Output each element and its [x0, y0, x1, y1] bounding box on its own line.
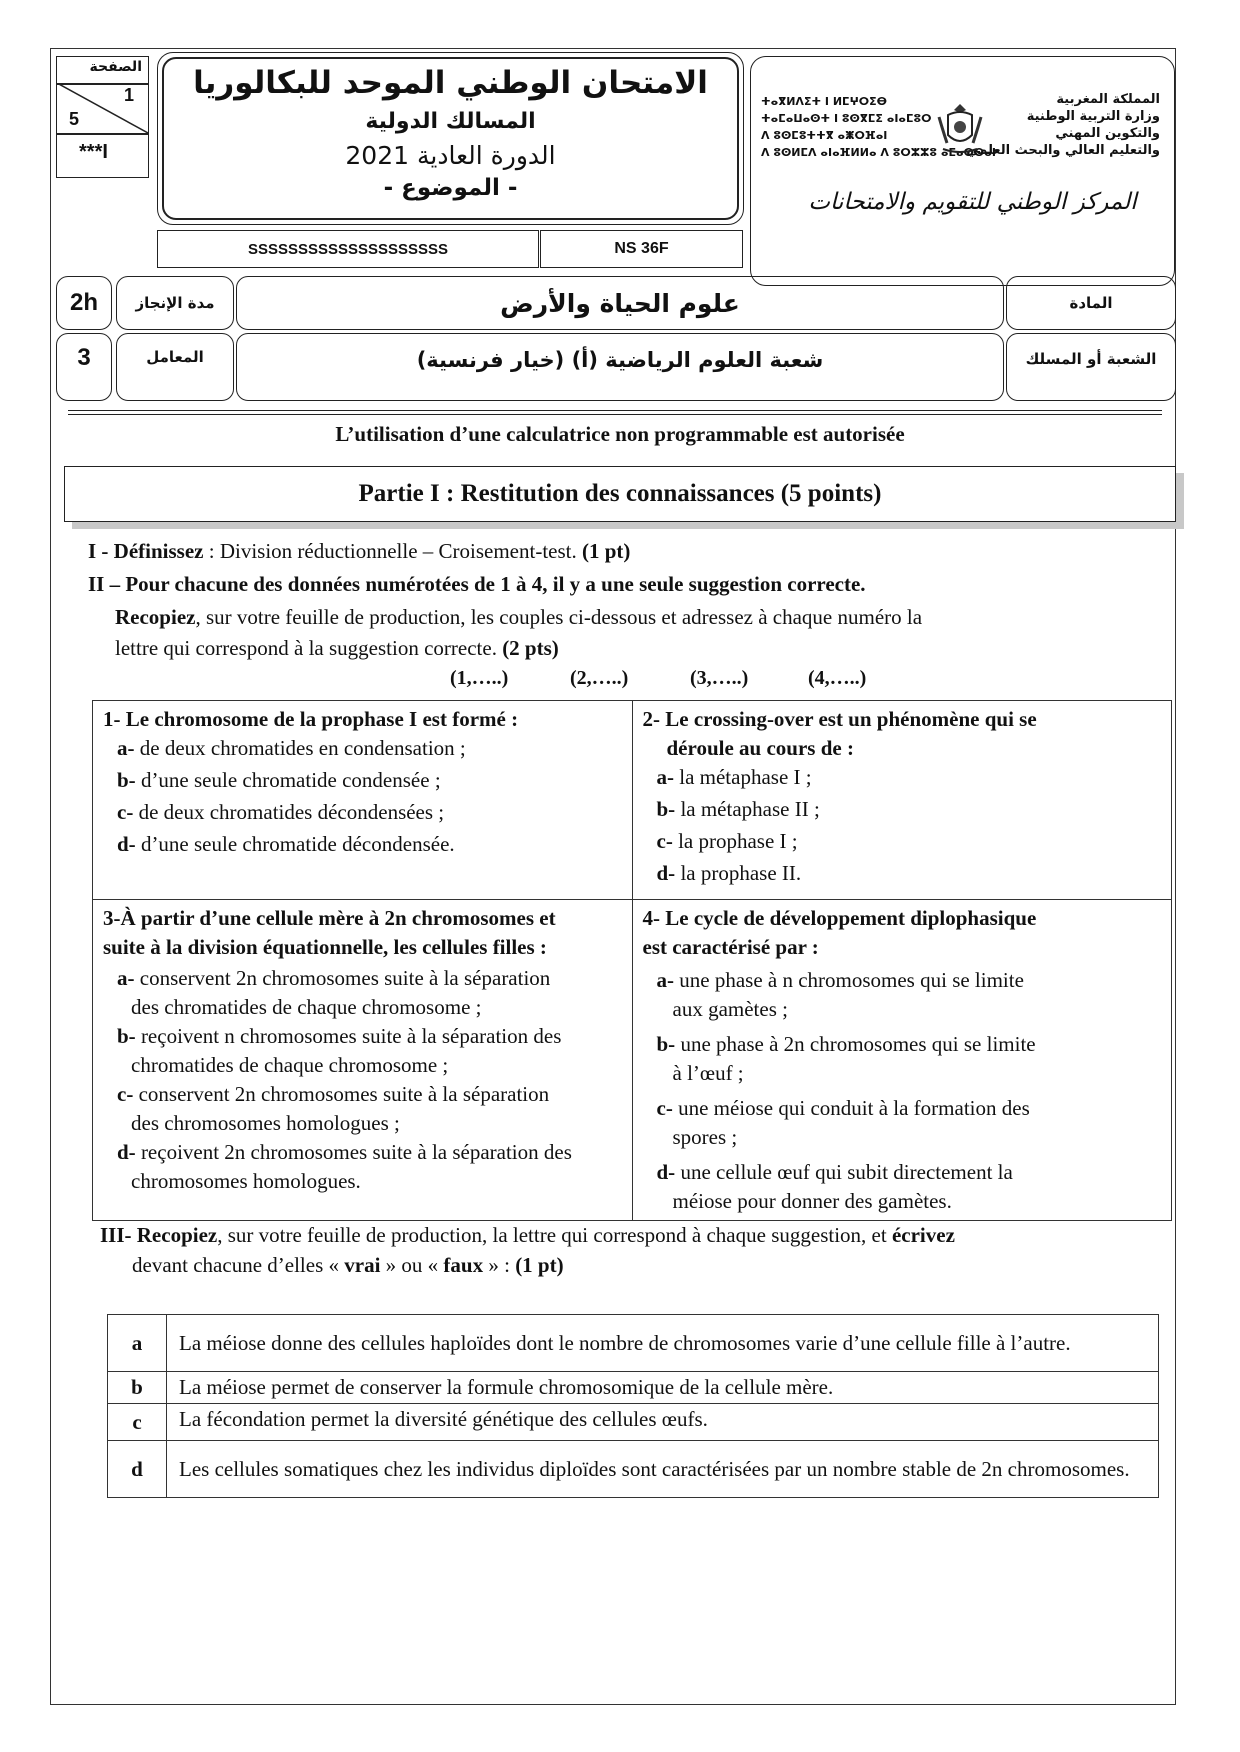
row-letter: a	[108, 1315, 167, 1372]
subject-value-box	[236, 276, 1004, 330]
coat-of-arms-emblem	[935, 101, 985, 157]
calculator-note: L’utilisation d’une calculatrice non programmable est autorisée	[335, 422, 905, 446]
subject-label: المادة	[1069, 294, 1113, 312]
instruction-line	[115, 633, 922, 664]
branch-label: الشعبة أو المسلك	[1025, 350, 1157, 368]
center-name: المركز الوطني للتقويم والامتحانات	[808, 189, 1137, 215]
instruction-line	[115, 602, 922, 633]
option: c- de deux chromatides décondensées ;	[117, 800, 445, 824]
mcq-cell-4	[632, 900, 1172, 1221]
mcq-stem: 3-À partir d’une cellule mère à 2n chromosomes et	[103, 906, 556, 930]
ministry-line: والتعليم العالي والبحث العلمي	[966, 143, 1160, 158]
row-letter: c	[108, 1404, 167, 1441]
code-s-box	[157, 230, 539, 268]
coef-label-box	[116, 333, 234, 401]
code-ns-box	[540, 230, 743, 268]
duration-label-box	[116, 276, 234, 330]
coef-label: المعامل	[146, 348, 204, 366]
exam-title-box	[162, 57, 739, 220]
tifinagh-line: ⴷ ⵓⵙⵍⵎⴷ ⴰⵏⴰⴼⵍⵍⴰ ⴷ ⵓⵔⵣⵣⵓ ⴰⵎⴰⵙⵙⴰⵏ	[761, 146, 996, 159]
tifinagh-line: ⴷ ⵓⵙⵎⵓⵜⵜⴳ ⴰⵥⵔⴼⴰⵏ	[761, 129, 888, 142]
code-s: SSSSSSSSSSSSSSSSSSSS	[247, 240, 449, 258]
page-total: 5	[69, 109, 80, 129]
couple: (3,…..)	[690, 667, 749, 689]
tifinagh-line: ⵜⴰⵎⴰⵡⴰⵙⵜ ⵏ ⵓⵙⴳⵎⵉ ⴰⵏⴰⵎⵓⵔ	[761, 112, 932, 125]
recopiez: Recopiez	[115, 605, 196, 629]
mcq-stem: déroule au cours de :	[666, 736, 854, 760]
page-label: الصفحة	[89, 59, 142, 75]
question-1-number: I - Définissez	[88, 539, 204, 563]
branch-value: شعبة العلوم الرياضية (أ) (خيار فرنسية)	[416, 348, 824, 372]
duration-value: 2h	[69, 289, 98, 316]
true-false-table	[107, 1314, 1159, 1498]
option: d- d’une seule chromatide décondensée.	[117, 832, 455, 856]
tifinagh-line: ⵜⴰⴳⵍⴷⵉⵜ ⵏ ⵍⵎⵖⵔⵉⴱ	[761, 95, 888, 108]
exam-title: الامتحان الوطني الموحد للبكالوريا	[193, 65, 708, 101]
subject-value: علوم الحياة والأرض	[500, 288, 740, 318]
couple: (4,…..)	[808, 667, 867, 689]
subject-label-box	[1006, 276, 1176, 330]
row-letter: b	[108, 1372, 167, 1404]
code-ns: NS 36F	[614, 240, 669, 257]
option: a- la métaphase I ;	[656, 765, 812, 789]
option: b- la métaphase II ;	[656, 797, 820, 821]
row-letter: d	[108, 1441, 167, 1498]
option: c- une méiose qui conduit à la formation des spores ;	[656, 1096, 1030, 1149]
question-1-points: (1 pt)	[582, 539, 631, 563]
table-row	[108, 1315, 1159, 1372]
question-3: III- Recopiez, sur votre feuille de production, la lettre qui correspond à chaque suggestion, et écrivez devant chacune d’elles « vrai » ou « faux » : (1 pt)	[100, 1223, 955, 1277]
question-1	[88, 536, 630, 566]
exam-subject-label: - الموضوع -	[383, 175, 518, 201]
mcq-stem: 4- Le cycle de développement diplophasique	[642, 906, 1037, 930]
mcq-stem: 1- Le chromosome de la prophase I est formé :	[103, 707, 519, 731]
option: d- reçoivent 2n chromosomes suite à la séparation des chromosomes homologues.	[117, 1140, 572, 1193]
branch-label-box	[1006, 333, 1176, 401]
question-2-heading: II – Pour chacune des données numérotées de 1 à 4, il y a une seule suggestion correcte.	[88, 572, 866, 596]
option: c- conservent 2n chromosomes suite à la séparation des chromosomes homologues ;	[117, 1082, 550, 1135]
option: a- conservent 2n chromosomes suite à la séparation des chromatides de chaque chromosome ;	[117, 966, 551, 1019]
option: d- la prophase II.	[656, 861, 802, 885]
coef-value-box	[56, 333, 112, 401]
option: a- une phase à n chromosomes qui se limite aux gamètes ;	[656, 968, 1024, 1021]
option: b- d’une seule chromatide condensée ;	[117, 768, 441, 792]
branch-value-box	[236, 333, 1004, 401]
option: b- reçoivent n chromosomes suite à la séparation des chromatides de chaque chromosome ;	[117, 1024, 562, 1077]
mcq-cell-2	[632, 701, 1172, 900]
stars-code: ***I	[79, 141, 108, 163]
question-1-text: : Division réductionnelle – Croisement-test.	[203, 539, 582, 563]
statement: La méiose donne des cellules haploïdes dont le nombre de chromosomes varie d’une cellule fille à l’autre.	[167, 1315, 1159, 1372]
instruction-text: lettre qui correspond à la suggestion correcte.	[115, 636, 503, 660]
ministry-line: المملكة المغربية	[1056, 92, 1160, 107]
mcq-cell-3	[93, 900, 633, 1221]
part-title-box	[64, 466, 1176, 522]
option: b- une phase à 2n chromosomes qui se limite à l’œuf ;	[656, 1032, 1036, 1085]
coef-value: 3	[77, 344, 91, 371]
header-rule	[68, 414, 1162, 415]
mcq-stem: suite à la division équationnelle, les cellules filles :	[103, 935, 547, 959]
couple: (1,…..)	[450, 667, 509, 689]
mcq-table	[92, 700, 1172, 1221]
ministry-line: والتكوين المهني	[1055, 126, 1160, 141]
instruction-text: , sur votre feuille de production, les couples ci-dessous et adressez à chaque numéro la	[195, 605, 923, 629]
statement: La méiose permet de conserver la formule chromosomique de la cellule mère.	[167, 1372, 1159, 1404]
question-2-points: (2 pts)	[502, 636, 559, 660]
part-title: Partie I : Restitution des connaissances (5 points)	[358, 480, 882, 507]
duration-label: مدة الإنجاز	[135, 294, 215, 312]
table-row	[93, 900, 1172, 1221]
table-row	[108, 1372, 1159, 1404]
page-number: 1	[123, 85, 134, 105]
mcq-stem: est caractérisé par :	[642, 935, 819, 959]
question-2-instruction	[115, 602, 922, 664]
table-row	[93, 701, 1172, 900]
couple: (2,…..)	[570, 667, 629, 689]
exam-track: المسالك الدولية	[365, 109, 536, 134]
table-row	[108, 1404, 1159, 1441]
mcq-cell-1	[93, 701, 633, 900]
page-counter-box	[56, 56, 149, 178]
exam-session: الدورة العادية 2021	[345, 141, 556, 170]
table-row	[108, 1441, 1159, 1498]
ministry-box	[750, 56, 1175, 286]
divider	[57, 133, 148, 135]
option: d- une cellule œuf qui subit directement la méiose pour donner des gamètes.	[656, 1160, 1013, 1213]
duration-value-box	[56, 276, 112, 330]
ministry-line: وزارة التربية الوطنية	[1026, 109, 1160, 124]
option: c- la prophase I ;	[656, 829, 798, 853]
statement: La fécondation permet la diversité génétique des cellules œufs.	[167, 1404, 1159, 1441]
statement: Les cellules somatiques chez les individus diploïdes sont caractérisées par un nombre stable de 2n chromosomes.	[167, 1441, 1159, 1498]
header-rule	[68, 410, 1162, 411]
mcq-stem: 2- Le crossing-over est un phénomène qui se	[642, 707, 1037, 731]
option: a- de deux chromatides en condensation ;	[117, 736, 466, 760]
